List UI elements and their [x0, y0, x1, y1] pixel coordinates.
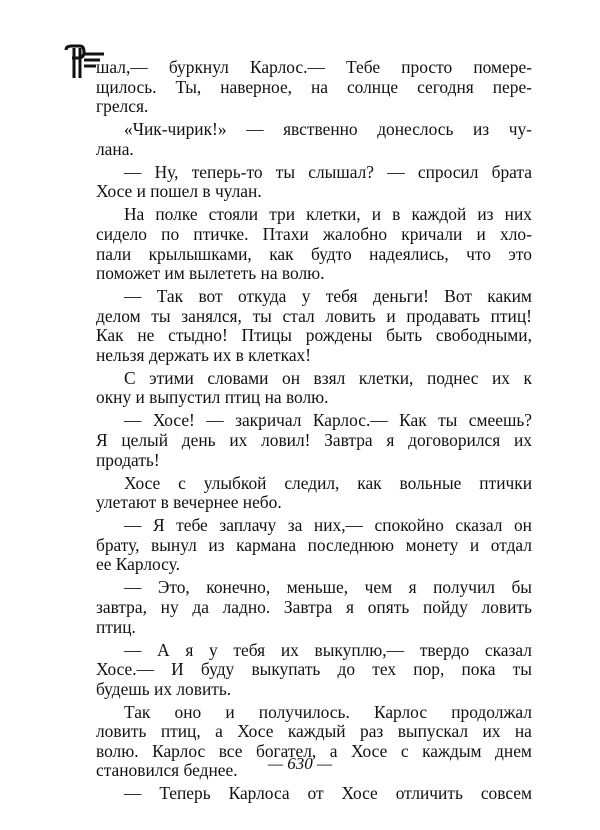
text-line: становился беднее.	[96, 760, 238, 781]
text-line: Я целый день их ловил! Завтра я договорился их	[96, 430, 532, 451]
text-line: щилось. Ты, наверное, на солнце сегодня пере-	[96, 76, 532, 97]
text-line: делом ты занялся, ты стал ловить и продавать птиц!	[96, 305, 532, 326]
text-line: окну и выпустил птиц на волю.	[96, 387, 329, 408]
text-line: продать!	[96, 449, 160, 470]
text-line: С этими словами он взял клетки, поднес их к	[124, 367, 532, 388]
text-line: — Ну, теперь-то ты слышал? — спросил брата	[124, 161, 532, 182]
text-line: — Я тебе заплачу за них,— спокойно сказал он	[124, 515, 532, 536]
text-line: улетают в вечернее небо.	[96, 492, 282, 513]
text-line: лана.	[96, 138, 134, 159]
text-line: — Это, конечно, меньше, чем я получил бы	[124, 577, 532, 598]
text-line: — Так вот откуда у тебя деньги! Вот каким	[124, 286, 532, 307]
text-line: грелся.	[96, 96, 149, 117]
text-line: Хосе с улыбкой следил, как вольные птички	[124, 472, 532, 493]
text-line: — Хосе! — закричал Карлос.— Как ты смеешь?	[124, 410, 532, 431]
body-text	[96, 58, 532, 804]
text-line: будешь их ловить.	[96, 678, 232, 699]
text-line: ее Карлосу.	[96, 554, 180, 575]
text-line: ловить птиц, а Хосе каждый раз выпускал их на	[96, 721, 532, 742]
text-line: брату, вынул из кармана последнюю монету и отдал	[96, 534, 532, 555]
text-line: «Чик-чирик!» — явственно донеслось из чу-	[124, 119, 532, 140]
text-line: завтра, ну да ладно. Завтра я опять пойду ловить	[96, 596, 532, 617]
text-line: Хосе и пошел в чулан.	[96, 181, 262, 202]
text-line: На полке стояли три клетки, и в каждой из них	[124, 204, 532, 225]
text-line: сидело по птичке. Птахи жалобно кричали и хло-	[96, 223, 532, 244]
text-line: — А я у тебя их выкуплю,— твердо сказал	[124, 639, 532, 660]
text-line: пали крылышками, как будто надеялись, что это	[96, 243, 532, 264]
text-line: — Теперь Карлоса от Хосе отличить совсем	[124, 783, 532, 804]
text-line: Хосе.— И буду выкупать до тех пор, пока ты	[96, 659, 532, 680]
text-line: волю. Карлос все богател, а Хосе с каждым днем	[96, 740, 532, 761]
text-line: поможет им вылететь на волю.	[96, 263, 325, 284]
text-line: Как не стыдно! Птицы рождены быть свободными,	[96, 325, 532, 346]
text-line: Так оно и получилось. Карлос продолжал	[124, 701, 532, 722]
text-line: нельзя держать их в клетках!	[96, 344, 312, 365]
page-number: — 630 —	[267, 754, 333, 773]
text-line: шал,— буркнул Карлос.— Тебе просто помере-	[96, 57, 532, 77]
text-line: птиц.	[96, 616, 136, 637]
